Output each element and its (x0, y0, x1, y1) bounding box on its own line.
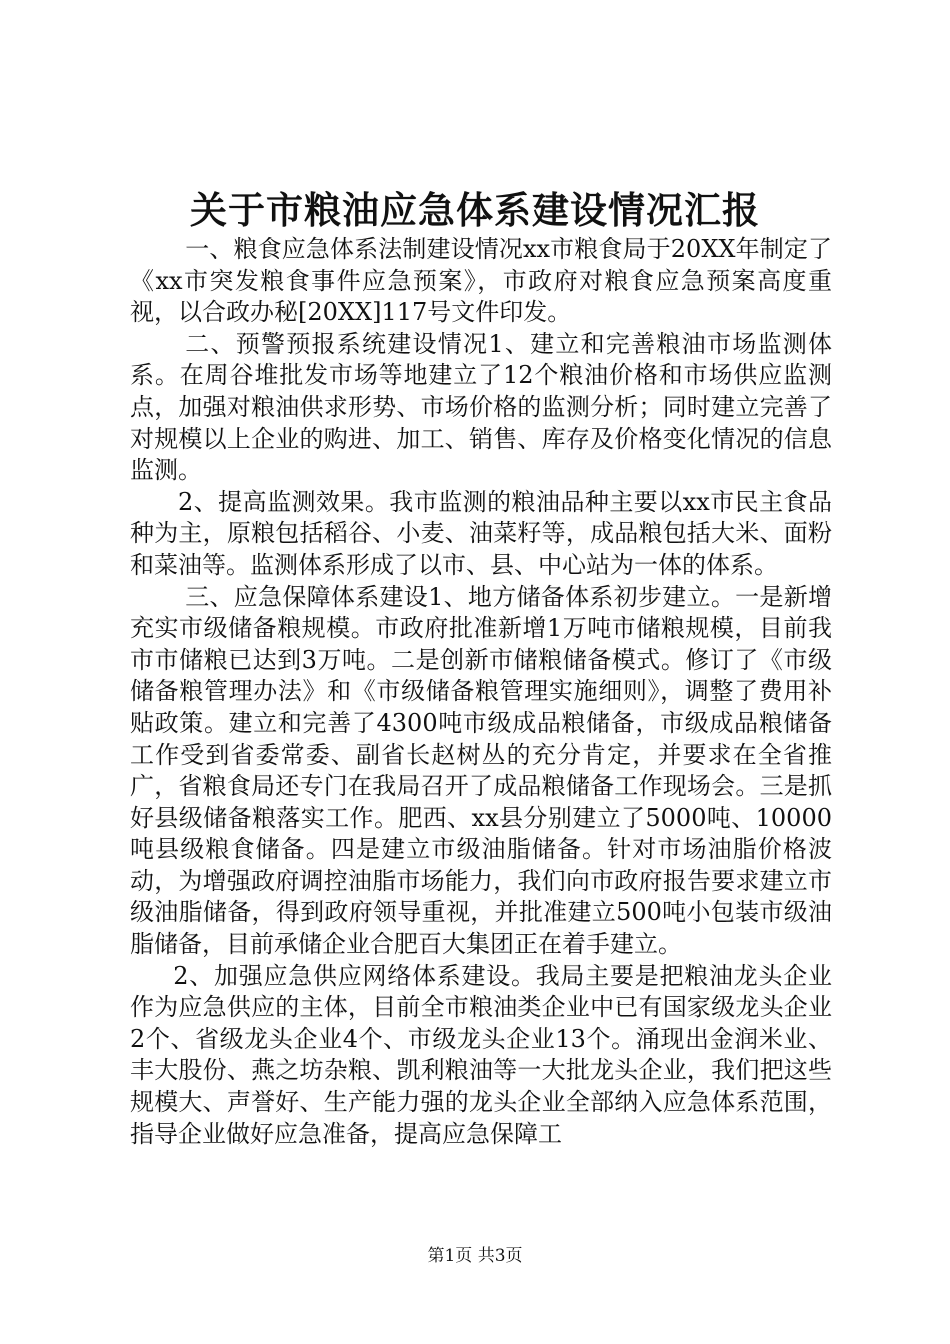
paragraph-monitoring-effect: 2、提高监测效果。我市监测的粮油品种主要以xx市民主食品种为主，原粮包括稻谷、小麦、油菜籽等，成品粮包括大米、面粉和菜油等。监测体系形成了以市、县、中心站为一体的体系。 (130, 487, 832, 579)
paragraph-emergency-reserve: 三、应急保障体系建设1、地方储备体系初步建立。一是新增充实市级储备粮规模。市政府批准新增1万吨市储粮规模，目前我市市储粮已达到3万吨。二是创新市储粮储备模式。修订了《市级储备粮管理办法》和《市级储备粮管理实施细则》，调整了费用补贴政策。建立和完善了4300吨市级成品粮储备，市级成品粮储备工作受到省委常委、副省长赵树丛的充分肯定，并要求在全省推广，省粮食局还专门在我局召开了成品粮储备工作现场会。三是抓好县级储备粮落实工作。肥西、xx县分别建立了5000吨、10000吨县级粮食储备。四是建立市级油脂储备。针对市场油脂价格波动，为增强政府调控油脂市场能力，我们向市政府报告要求建立市级油脂储备，得到政府领导重视，并批准建立500吨小包装市级油脂储备，目前承储企业合肥百大集团正在着手建立。 (130, 582, 832, 959)
document-body (130, 234, 832, 1150)
paragraph-supply-network: 2、加强应急供应网络体系建设。我局主要是把粮油龙头企业作为应急供应的主体，目前全市粮油类企业中已有国家级龙头企业2个、省级龙头企业4个、市级龙头企业13个。涌现出金润米业、丰大股份、燕之坊杂粮、凯利粮油等一大批龙头企业，我们把这些规模大、声誉好、生产能力强的龙头企业全部纳入应急体系范围，指导企业做好应急准备，提高应急保障工 (130, 961, 832, 1148)
paragraph-early-warning: 二、预警预报系统建设情况1、建立和完善粮油市场监测体系。在周谷堆批发市场等地建立了12个粮油价格和市场供应监测点，加强对粮油供求形势、市场价格的监测分析；同时建立完善了对规模以上企业的购进、加工、销售、库存及价格变化情况的信息监测。 (130, 329, 832, 485)
paragraph-legal-system: 一、粮食应急体系法制建设情况xx市粮食局于20XX年制定了《xx市突发粮食事件应急预案》，市政府对粮食应急预案高度重视，以合政办秘[20XX]117号文件印发。 (130, 235, 832, 327)
page-footer: 第1页 共3页 (427, 1246, 523, 1266)
document-title: 关于市粮油应急体系建设情况汇报 (190, 188, 760, 232)
